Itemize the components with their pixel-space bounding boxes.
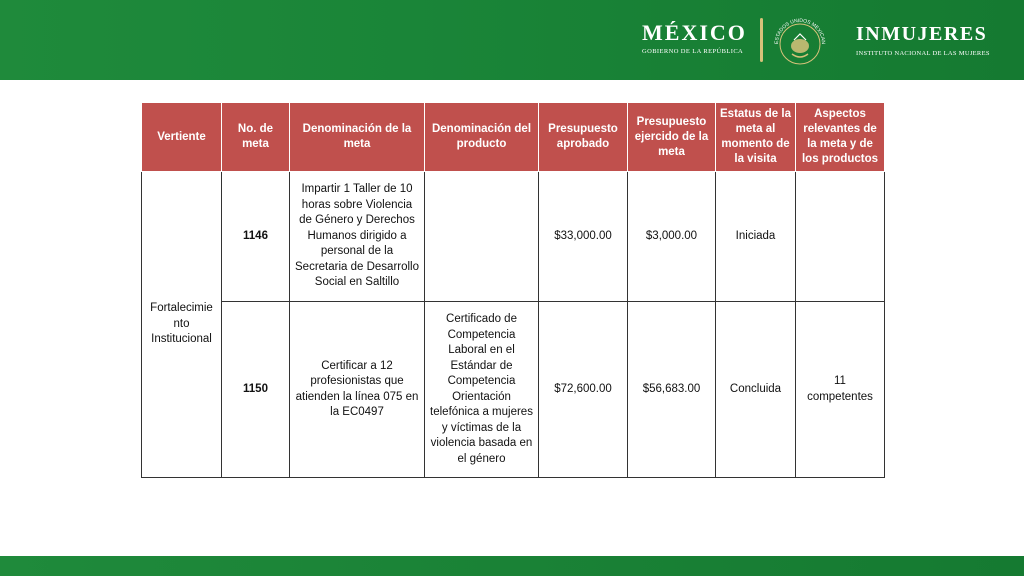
aspectos-cell <box>796 172 885 302</box>
aspectos-cell: 11 competentes <box>796 302 885 478</box>
ejercido-cell: $3,000.00 <box>628 172 716 302</box>
mexico-logo <box>642 22 747 55</box>
table-row <box>142 172 885 302</box>
estatus-cell: Concluida <box>716 302 796 478</box>
inmujeres-logo <box>856 24 990 57</box>
col-presupuesto-aprobado: Presupuesto aprobado <box>539 103 628 172</box>
meta-number-cell: 1146 <box>222 172 290 302</box>
logo-divider <box>760 18 763 62</box>
estatus-cell: Iniciada <box>716 172 796 302</box>
table-row <box>142 302 885 478</box>
producto-cell: Certificado de Competencia Laboral en el Estándar de Competencia Orientación telefónica a mujeres y víctimas de la violencia basada en el género <box>425 302 539 478</box>
col-no-meta: No. de meta <box>222 103 290 172</box>
col-denominacion-producto: Denominación del producto <box>425 103 539 172</box>
col-estatus: Estatus de la meta al momento de la visita <box>716 103 796 172</box>
aprobado-cell: $33,000.00 <box>539 172 628 302</box>
vertiente-cell: Fortalecimie nto Institucional <box>142 172 222 478</box>
col-presupuesto-ejercido: Presupuesto ejercido de la meta <box>628 103 716 172</box>
mexico-logo-subtitle: GOBIERNO DE LA REPÚBLICA <box>642 48 744 55</box>
meta-number-cell: 1150 <box>222 302 290 478</box>
footer-band <box>0 556 1024 576</box>
meta-name-cell: Certificar a 12 profesionistas que atienden la línea 075 en la EC0497 <box>290 302 425 478</box>
national-seal-icon <box>770 16 830 66</box>
metas-table <box>141 102 885 478</box>
meta-name-cell: Impartir 1 Taller de 10 horas sobre Violencia de Género y Derechos Humanos dirigido a personal de la Secretaria de Desarrollo Social en Saltillo <box>290 172 425 302</box>
aprobado-cell: $72,600.00 <box>539 302 628 478</box>
col-vertiente: Vertiente <box>142 103 222 172</box>
inmujeres-logo-title: INMUJERES <box>856 23 988 45</box>
col-denominacion-meta: Denominación de la meta <box>290 103 425 172</box>
mexico-logo-title: MÉXICO <box>642 20 747 45</box>
seal-text: ESTADOS UNIDOS MEXICAN <box>773 17 827 45</box>
col-aspectos: Aspectos relevantes de la meta y de los productos <box>796 103 885 172</box>
producto-cell <box>425 172 539 302</box>
header-band <box>0 0 1024 80</box>
ejercido-cell: $56,683.00 <box>628 302 716 478</box>
inmujeres-logo-subtitle: INSTITUTO NACIONAL DE LAS MUJERES <box>856 50 990 57</box>
table-header-row <box>142 103 885 172</box>
